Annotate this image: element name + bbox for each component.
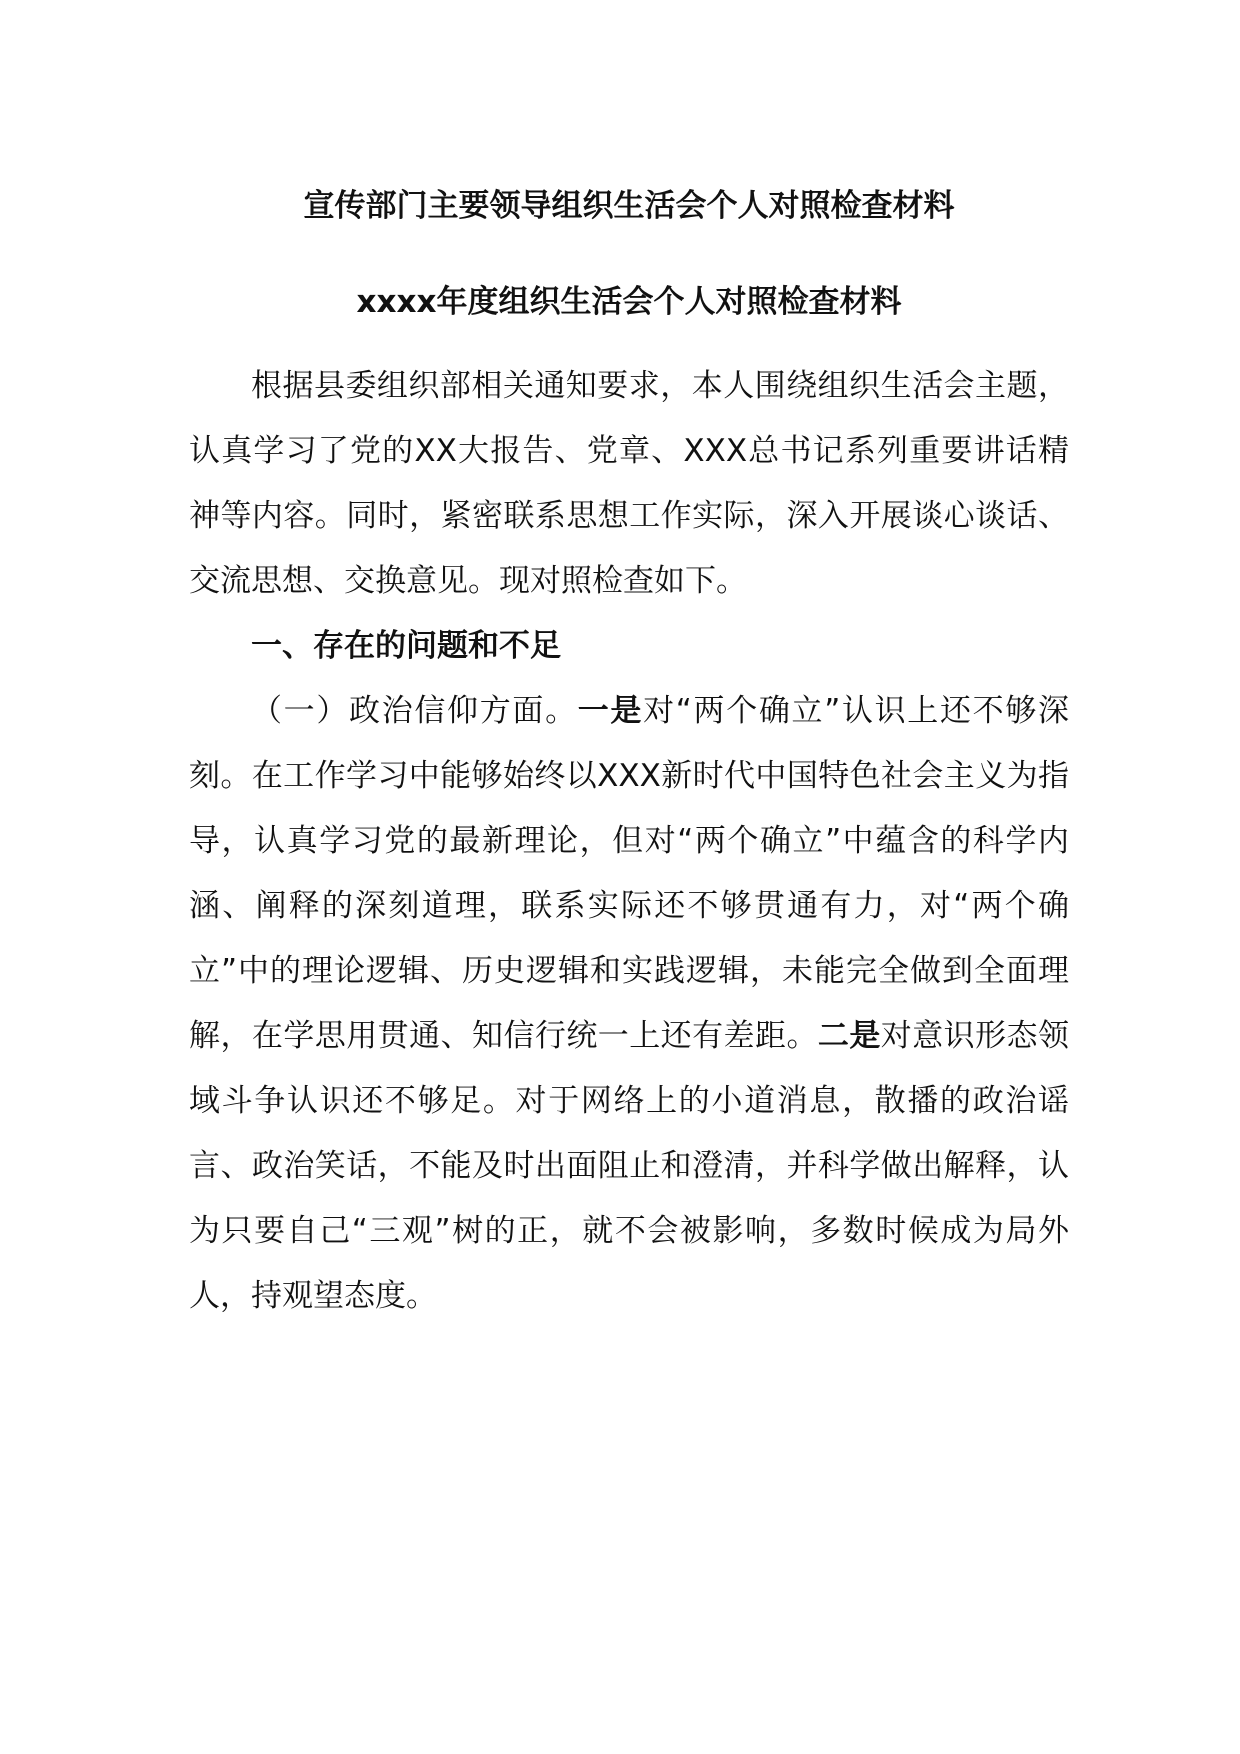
political-belief-paragraph — [189, 679, 1069, 1329]
point-two-text: 对意识形态领域斗争认识还不够足。对于网络上的小道消息，散播的政治谣言、政治笑话，不能及时出面阻止和澄清，并科学做出解释，认为只要自己“三观”树的正，就不会被影响，多数时候成为局外人，持观望态度。 — [189, 1018, 1070, 1314]
point-two-label: 二是 — [817, 1018, 881, 1054]
point-one-label: 一是 — [577, 693, 644, 729]
point-one-text: 对“两个确立”认识上还不够深刻。在工作学习中能够始终以XXX新时代中国特色社会主义为指导，认真学习党的最新理论，但对“两个确立”中蕴含的科学内涵、阐释的深刻道理，联系实际还不够贯通有力，对“两个确立”中的理论逻辑、历史逻辑和实践逻辑，未能完全做到全面理解，在学思用贯通、知信行统一上还有差距。 — [189, 693, 1070, 1054]
document-title: 宣传部门主要领导组织生活会个人对照检查材料 — [303, 188, 955, 224]
subsection-label: （一）政治信仰方面。 — [251, 693, 578, 729]
section-heading-problems: 一、存在的问题和不足 — [251, 628, 561, 664]
document-subtitle: xxxx年度组织生活会个人对照检查材料 — [356, 284, 902, 320]
intro-paragraph: 根据县委组织部相关通知要求，本人围绕组织生活会主题，认真学习了党的XX大报告、党章、XXX总书记系列重要讲话精神等内容。同时，紧密联系思想工作实际，深入开展谈心谈话、交流思想、交换意见。现对照检查如下。 — [189, 368, 1069, 599]
document-page — [189, 178, 1069, 1329]
